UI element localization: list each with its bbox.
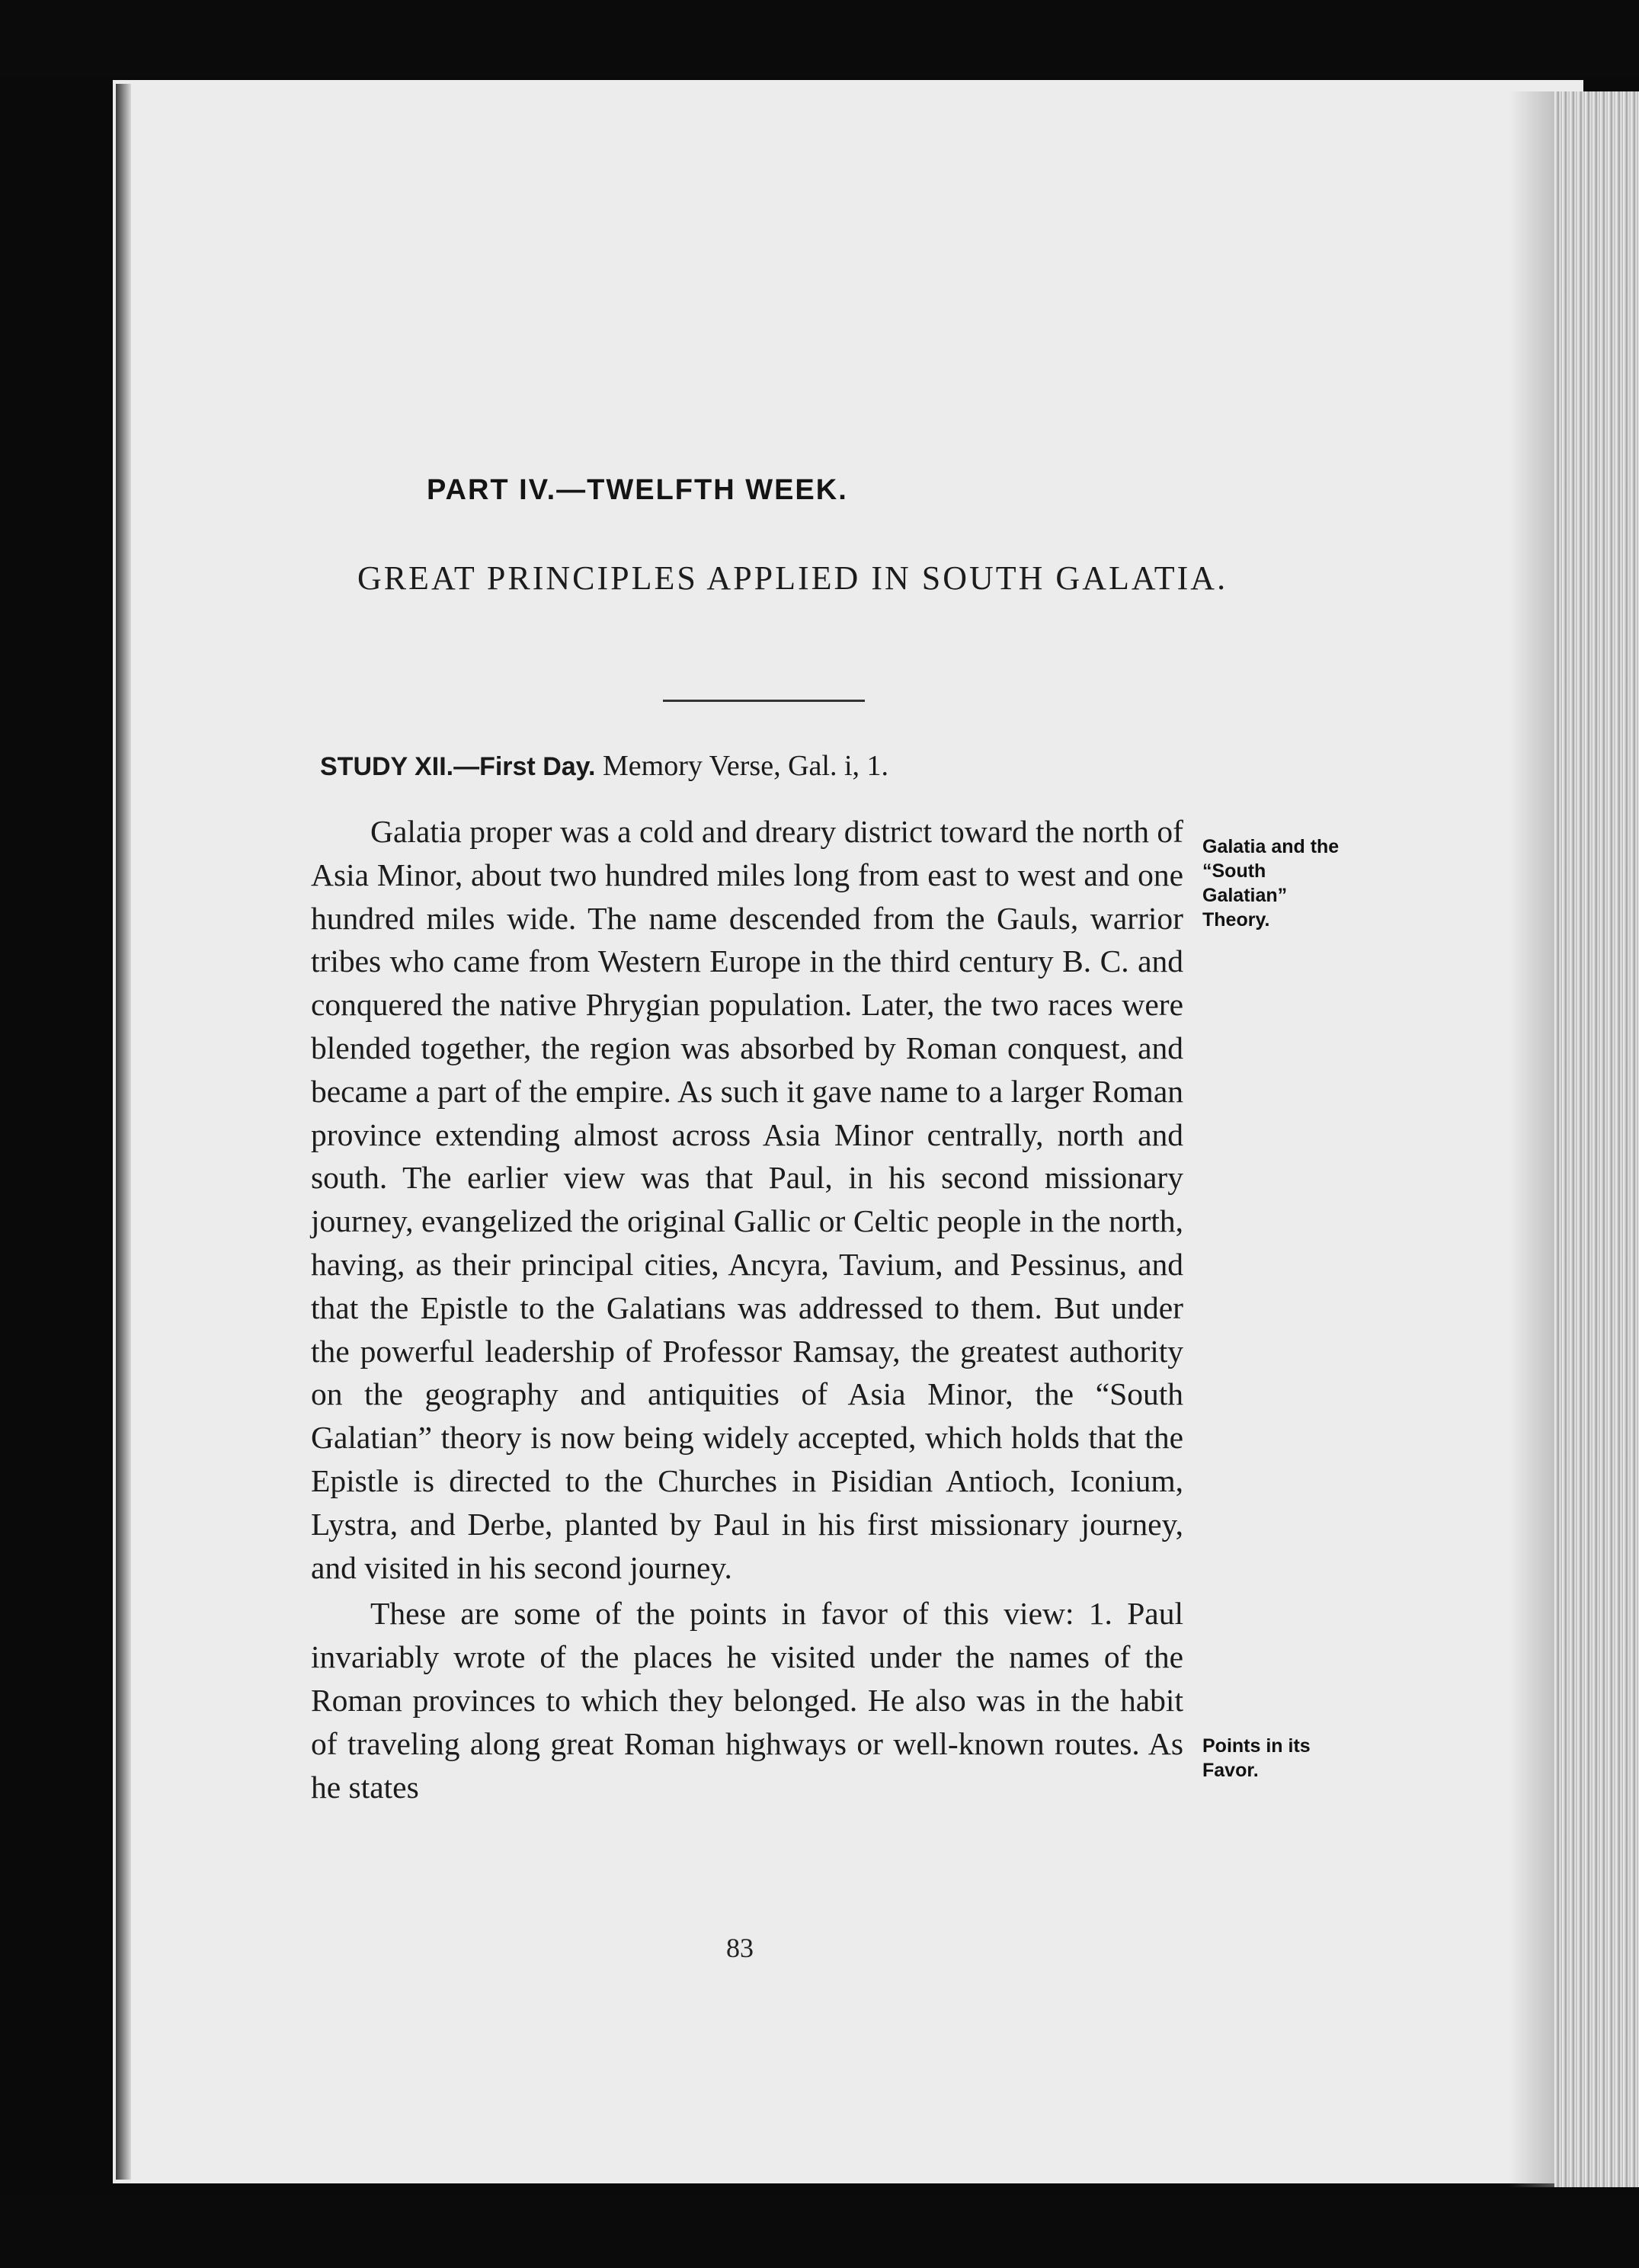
page-stack-edge — [1554, 91, 1639, 2187]
margin-note-points: Points in its Favor. — [1202, 1735, 1311, 1781]
title-rule — [663, 700, 865, 702]
scan-bottom-border — [0, 2195, 1639, 2268]
paragraph: These are some of the points in favor of this view: 1. Paul invariably wrote of the places he visited under the names of the Roman provinces to which they belonged. He also was in the habit of traveling along great Roman highways or well-known routes. As he states — [311, 1596, 1183, 1805]
chapter-title: GREAT PRINCIPLES APPLIED IN SOUTH GALATIA. — [357, 559, 1228, 597]
page-gutter-shadow — [1509, 91, 1554, 2187]
page-number: 83 — [726, 1933, 754, 1963]
margin-note-south-galatian: Galatia and the “South Galatian” Theory. — [1202, 836, 1340, 931]
paragraph: Galatia proper was a cold and dreary district toward the north of Asia Minor, about two hundred miles long from east to west and one hundred miles wide. The name descended from the Gauls, warrior tribes who came from Western Europe in the third century B. C. and conquered the native Phrygian population. Later, the two races were blended together, the region was absorbed by Roman conquest, and became a part of the empire. As such it gave name to a larger Roman province extending almost across Asia Minor centrally, north and south. The earlier view was that Paul, in his second missionary journey, evangelized the original Gallic or Celtic people in the north, having, as their principal cities, Ancyra, Tavium, and Pessinus, and that the Epistle to the Galatians was addressed to them. But under the powerful leadership of Professor Ramsay, the greatest authority on the geography and antiquities of Asia Minor, the “South Galatian” theory is now being widely accepted, which holds that the Epistle is directed to the Churches in Pisidian Antioch, Iconium, Lystra, and Derbe, planted by Paul in his first missionary journey, and visited in his second journey. — [311, 814, 1183, 1585]
body-text — [311, 810, 1183, 1808]
page-left-edge — [116, 84, 131, 2180]
part-heading: PART IV.—TWELFTH WEEK. — [427, 474, 848, 506]
memory-verse: Memory Verse, Gal. i, 1. — [603, 750, 889, 782]
study-label: STUDY XII.—First Day. — [320, 752, 596, 781]
study-line — [320, 749, 1311, 783]
scan-top-border — [0, 0, 1639, 76]
